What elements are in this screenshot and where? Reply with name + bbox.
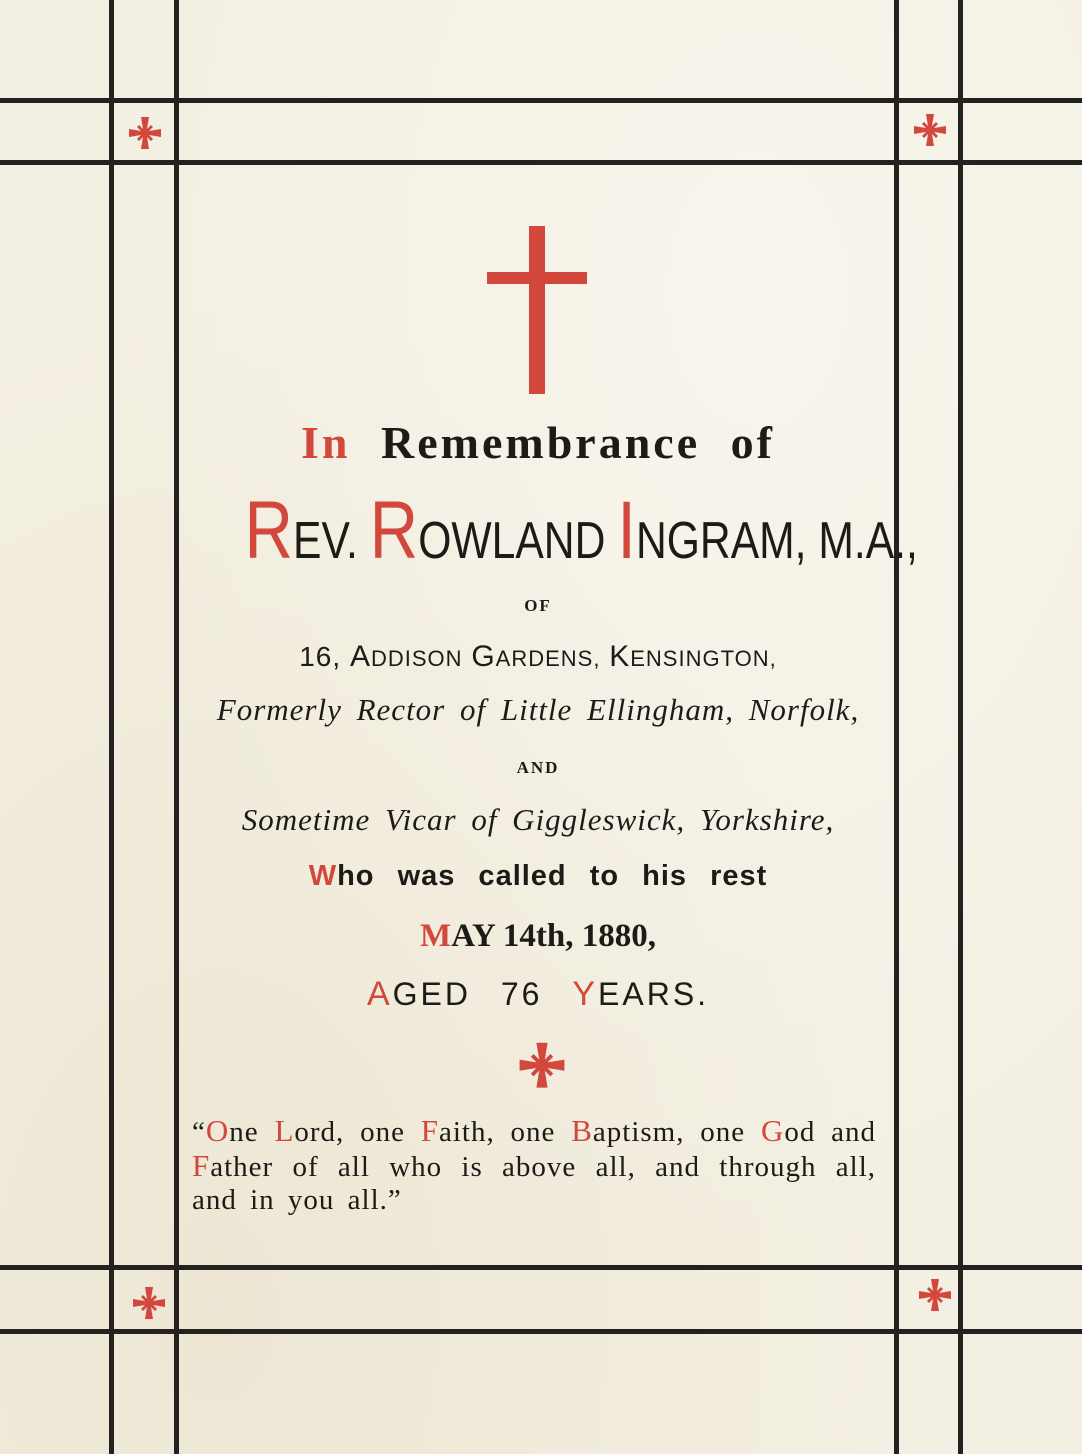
- border-rule-left-inner: [174, 0, 179, 1454]
- verse-text-2: ord, one: [294, 1116, 405, 1148]
- verse-initial-g: G: [760, 1113, 785, 1148]
- verse-text-1: ne: [229, 1116, 259, 1148]
- latin-cross-icon: [487, 226, 587, 394]
- who-rest: ho was called to his rest: [337, 860, 768, 892]
- scripture-verse: [192, 1114, 876, 1217]
- heading-word-in: In: [301, 417, 351, 468]
- verse-text-6: ather of all who is above all, and through all, and in you all.”: [192, 1151, 876, 1216]
- name-first-rest: OWLAND: [418, 512, 606, 570]
- heading-word-of: of: [730, 417, 775, 468]
- date-rest: AY 14th, 1880,: [451, 918, 656, 954]
- verse-text-5: od and: [784, 1116, 876, 1148]
- address-a-initial: A: [349, 640, 371, 673]
- verse-initial-f: F: [420, 1113, 439, 1148]
- verse-initial-l: L: [274, 1113, 295, 1148]
- called-to-rest-line: [180, 860, 896, 893]
- verse-text-4: aptism, one: [592, 1116, 746, 1148]
- corner-cross-icon-top-left: [125, 115, 165, 155]
- of-word: OF: [524, 596, 552, 615]
- corner-cross-icon-bottom-left: [129, 1285, 169, 1325]
- name-rev-rest: EV.: [292, 512, 358, 570]
- formerly-line: Formerly Rector of Little Ellingham, Norfolk,: [216, 692, 860, 727]
- border-rule-top-outer: [0, 98, 1082, 103]
- name-initial-rev: R: [244, 485, 293, 576]
- aged-rest: GED 76: [392, 976, 543, 1012]
- remembrance-heading: [180, 416, 896, 469]
- border-rule-bottom-outer: [0, 1329, 1082, 1334]
- deceased-name: [244, 485, 918, 576]
- verse-initial-f2: F: [192, 1148, 211, 1183]
- death-date: [180, 918, 896, 955]
- and-word: AND: [516, 758, 560, 777]
- verse-text-3: aith, one: [439, 1116, 556, 1148]
- center-cross-icon: [514, 1040, 570, 1096]
- border-rule-top-inner: [0, 160, 1082, 165]
- name-initial-first: R: [369, 485, 419, 576]
- name-degree: M.A.,: [818, 512, 918, 570]
- border-rule-bottom-inner: [0, 1265, 1082, 1270]
- address-number: 16,: [299, 641, 342, 672]
- years-initial: Y: [572, 975, 599, 1013]
- corner-cross-icon-bottom-right: [915, 1277, 955, 1317]
- years-rest: EARS.: [598, 976, 710, 1012]
- date-initial: M: [420, 918, 452, 954]
- heading-word-remembrance: Remembrance: [381, 417, 701, 468]
- address-k-rest: ENSINGTON,: [630, 646, 777, 671]
- who-initial: W: [308, 860, 338, 892]
- address-g-initial: G: [471, 640, 496, 673]
- address-a-rest: DDISON: [370, 646, 463, 671]
- verse-initial-b: B: [571, 1113, 593, 1148]
- verse-initial-o: O: [205, 1113, 230, 1148]
- border-rule-right-outer: [958, 0, 963, 1454]
- corner-cross-icon-top-right: [910, 112, 950, 152]
- aged-initial: A: [366, 975, 393, 1013]
- address-k-initial: K: [609, 640, 631, 673]
- verse-open-quote: “: [192, 1116, 206, 1148]
- address-line: [180, 640, 896, 674]
- sometime-line: Sometime Vicar of Giggleswick, Yorkshire,: [241, 802, 835, 837]
- name-last-rest: NGRAM,: [635, 512, 807, 570]
- name-initial-last: I: [617, 485, 636, 576]
- border-rule-left-outer: [109, 0, 114, 1454]
- address-g-rest: ARDENS,: [495, 646, 601, 671]
- age-line: [180, 975, 896, 1014]
